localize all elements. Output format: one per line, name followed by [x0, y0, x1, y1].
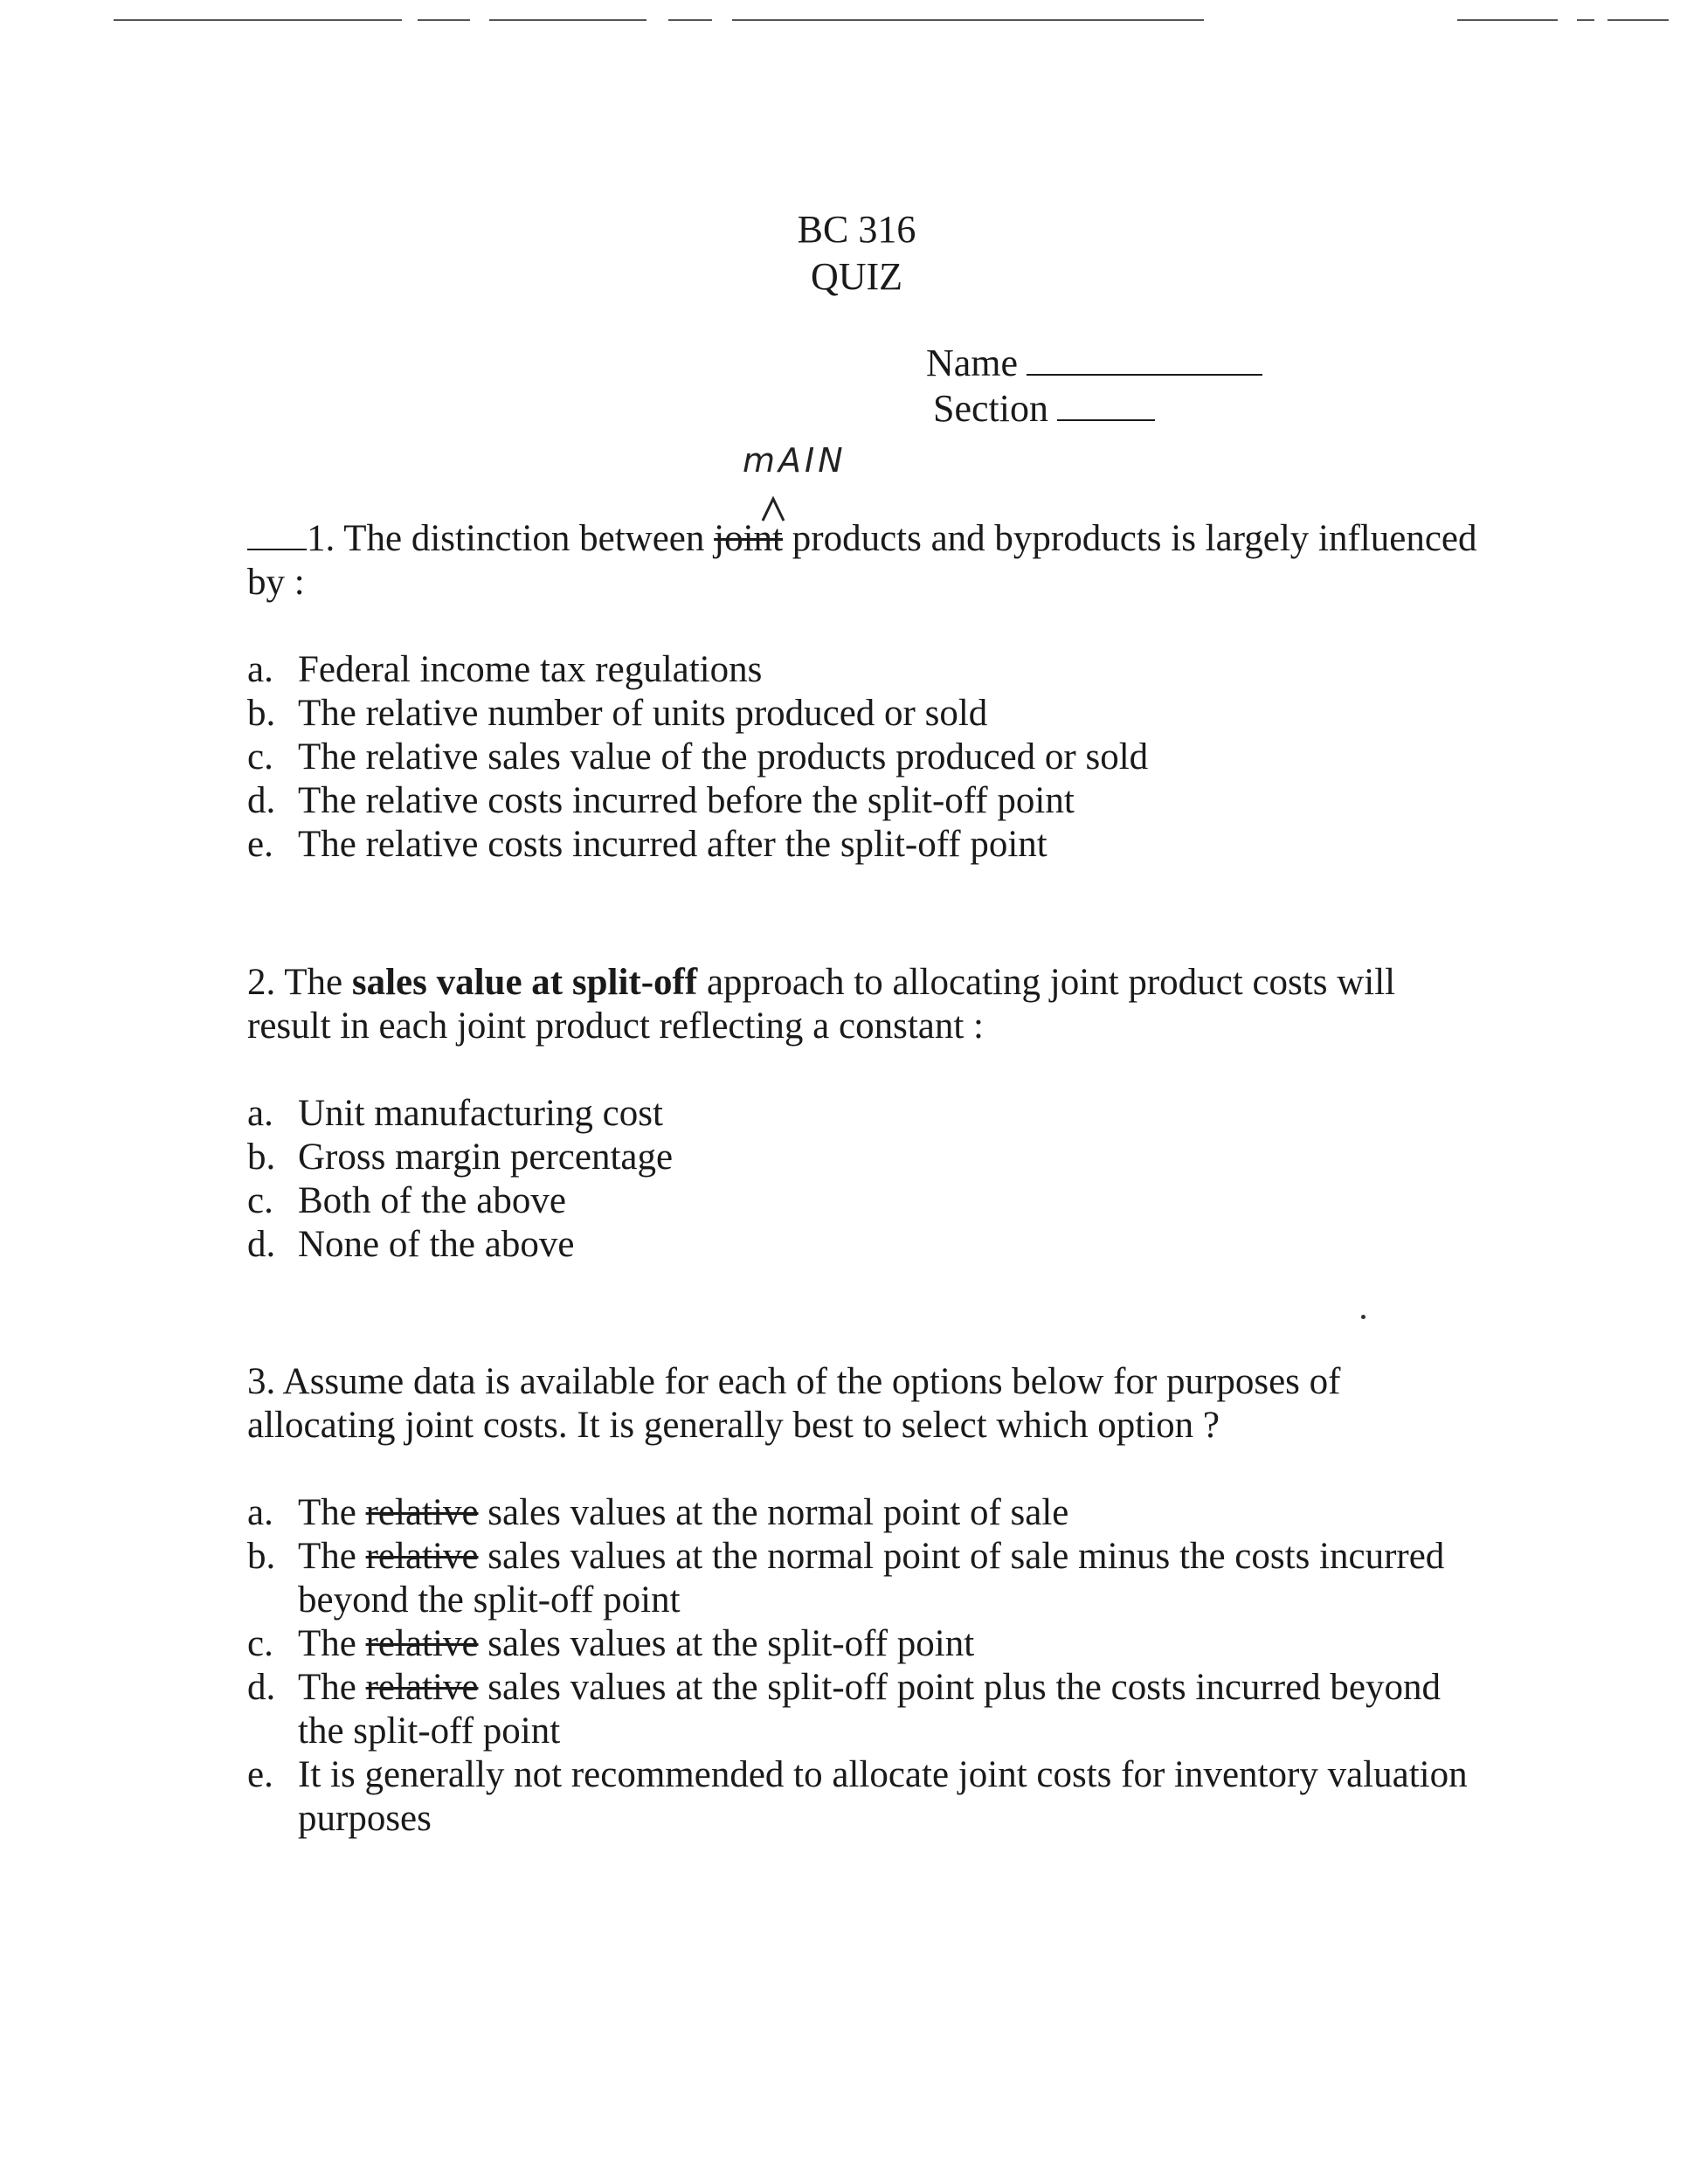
option-list	[247, 648, 1488, 867]
option: d. None of the above	[247, 1224, 575, 1265]
scan-rule	[1607, 19, 1669, 21]
question-3	[247, 1360, 1488, 1841]
struck-word: relative	[365, 1623, 479, 1664]
option: d. The relative sales values at the split-off point plus the costs incurred beyond the split-off point	[247, 1667, 1441, 1752]
question-2	[247, 961, 1488, 1267]
name-row	[926, 341, 1262, 386]
question-stem: 3. Assume data is available for each of the options below for purposes of allocating joint costs. It is generally best to select which option ?	[247, 1361, 1341, 1446]
option: c. Both of the above	[247, 1180, 566, 1221]
option: a. Unit manufacturing cost	[247, 1093, 663, 1134]
section-blank	[1057, 388, 1155, 421]
scan-rule	[668, 19, 712, 21]
course-code: BC 316	[797, 208, 916, 251]
section-label: Section	[933, 387, 1048, 430]
struck-word: joint	[714, 518, 783, 559]
option: e. It is generally not recommended to allocate joint costs for inventory valuation purposes	[247, 1754, 1468, 1839]
question-number: 1.	[307, 518, 335, 559]
student-info-block	[926, 341, 1262, 432]
question-1	[247, 517, 1488, 867]
option: e. The relative costs incurred after the split-off point	[247, 824, 1047, 865]
option: c. The relative sales value of the products produced or sold	[247, 736, 1149, 778]
struck-word: relative	[365, 1536, 479, 1577]
option-list	[247, 1491, 1488, 1841]
option-list	[247, 1092, 1488, 1267]
scan-rule	[1457, 19, 1558, 21]
struck-word: relative	[365, 1492, 479, 1533]
scan-rule	[114, 19, 402, 21]
question-stem: 2. The sales value at split-off approach to allocating joint product costs will result in each joint product reflecting a constant :	[247, 962, 1396, 1047]
option: c. The relative sales values at the split-off point	[247, 1623, 975, 1664]
option: b. Gross margin percentage	[247, 1137, 674, 1178]
scan-rule	[1577, 19, 1594, 21]
struck-word: relative	[365, 1667, 479, 1708]
question-number: 3.	[247, 1361, 276, 1402]
handwritten-note: mAIN	[743, 441, 847, 480]
emphasized-term: sales value at split-off	[351, 962, 698, 1003]
scan-rule	[418, 19, 470, 21]
section-row	[926, 386, 1262, 432]
scan-rule	[489, 19, 646, 21]
option: a. The relative sales values at the normal point of sale	[247, 1492, 1069, 1533]
option: a. Federal income tax regulations	[247, 649, 763, 690]
question-number: 2.	[247, 962, 276, 1003]
quiz-title: QUIZ	[810, 255, 903, 298]
scan-rule	[732, 19, 1204, 21]
option: d. The relative costs incurred before the split-off point	[247, 780, 1075, 821]
quiz-header	[0, 206, 1687, 301]
option: b. The relative sales values at the normal point of sale minus the costs incurred beyond the split-off point	[247, 1536, 1445, 1621]
name-label: Name	[926, 342, 1019, 384]
name-blank	[1027, 342, 1262, 376]
scan-speck	[1361, 1315, 1366, 1319]
option: b. The relative number of units produced or sold	[247, 693, 988, 734]
question-stem: 1. The distinction between joint products and byproducts is largely influenced by :	[247, 518, 1477, 603]
answer-blank	[247, 517, 307, 550]
